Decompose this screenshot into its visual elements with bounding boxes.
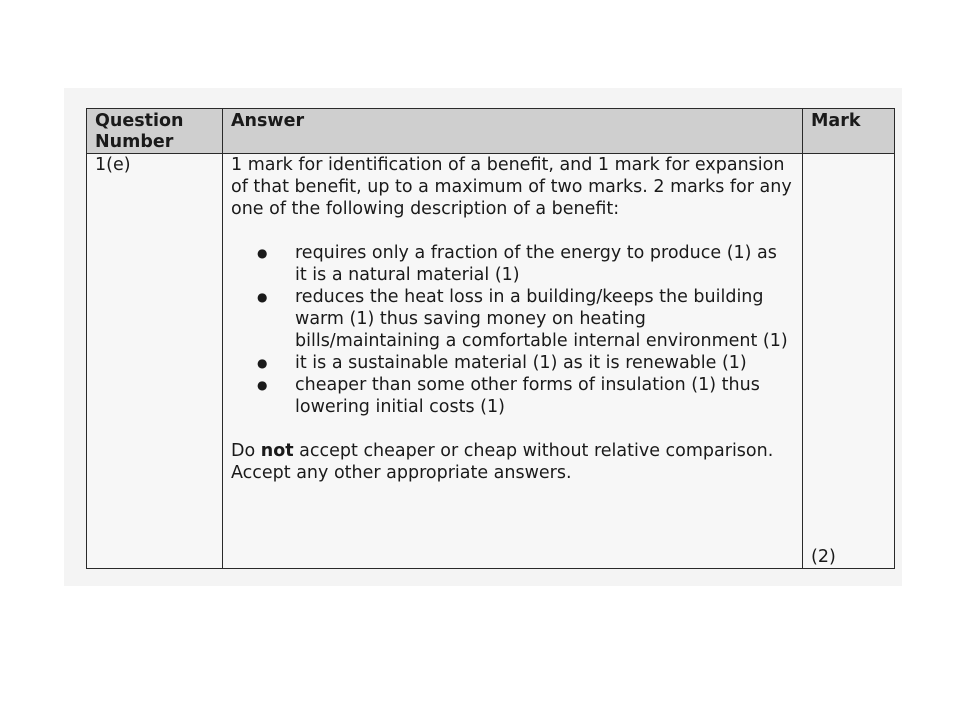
benefits-list [231,242,794,418]
mark-cell [803,154,895,569]
list-item [257,374,794,418]
bullet-icon: ● [257,378,268,392]
table-row [87,154,895,569]
note-prefix: Do [231,441,261,461]
accept-note: Accept any other appropriate answers. [231,463,572,483]
bullet-icon: ● [257,246,268,260]
answer-cell [223,154,803,569]
document-panel [64,88,902,586]
note-emphasis: not [260,441,294,461]
question-number-cell: 1(e) [87,154,223,569]
list-item-text: it is a sustainable material (1) as it is renewable (1) [295,353,747,373]
bullet-icon: ● [257,356,268,370]
list-item [257,242,794,286]
list-item-text: reduces the heat loss in a building/keeps the building warm (1) thus saving money on heating bills/maintaining a comfortable internal environment (1) [295,287,788,351]
header-question-number: Question Number [87,109,223,154]
exclusion-note [231,440,794,462]
bullet-icon: ● [257,290,268,304]
list-item-text: cheaper than some other forms of insulation (1) thus lowering initial costs (1) [295,375,760,417]
note-suffix: accept cheaper or cheap without relative comparison. [293,441,774,461]
list-item [257,286,794,352]
header-row [87,109,895,154]
answer-intro: 1 mark for identification of a benefit, and 1 mark for expansion of that benefit, up to a maximum of two marks. 2 marks for any one of the following description of a benefit: [231,155,792,219]
list-item [257,352,794,374]
header-mark: Mark [803,109,895,154]
mark-scheme-table [86,108,895,569]
header-answer: Answer [223,109,803,154]
list-item-text: requires only a fraction of the energy to produce (1) as it is a natural material (1) [295,243,777,285]
mark-value: (2) [811,547,836,567]
